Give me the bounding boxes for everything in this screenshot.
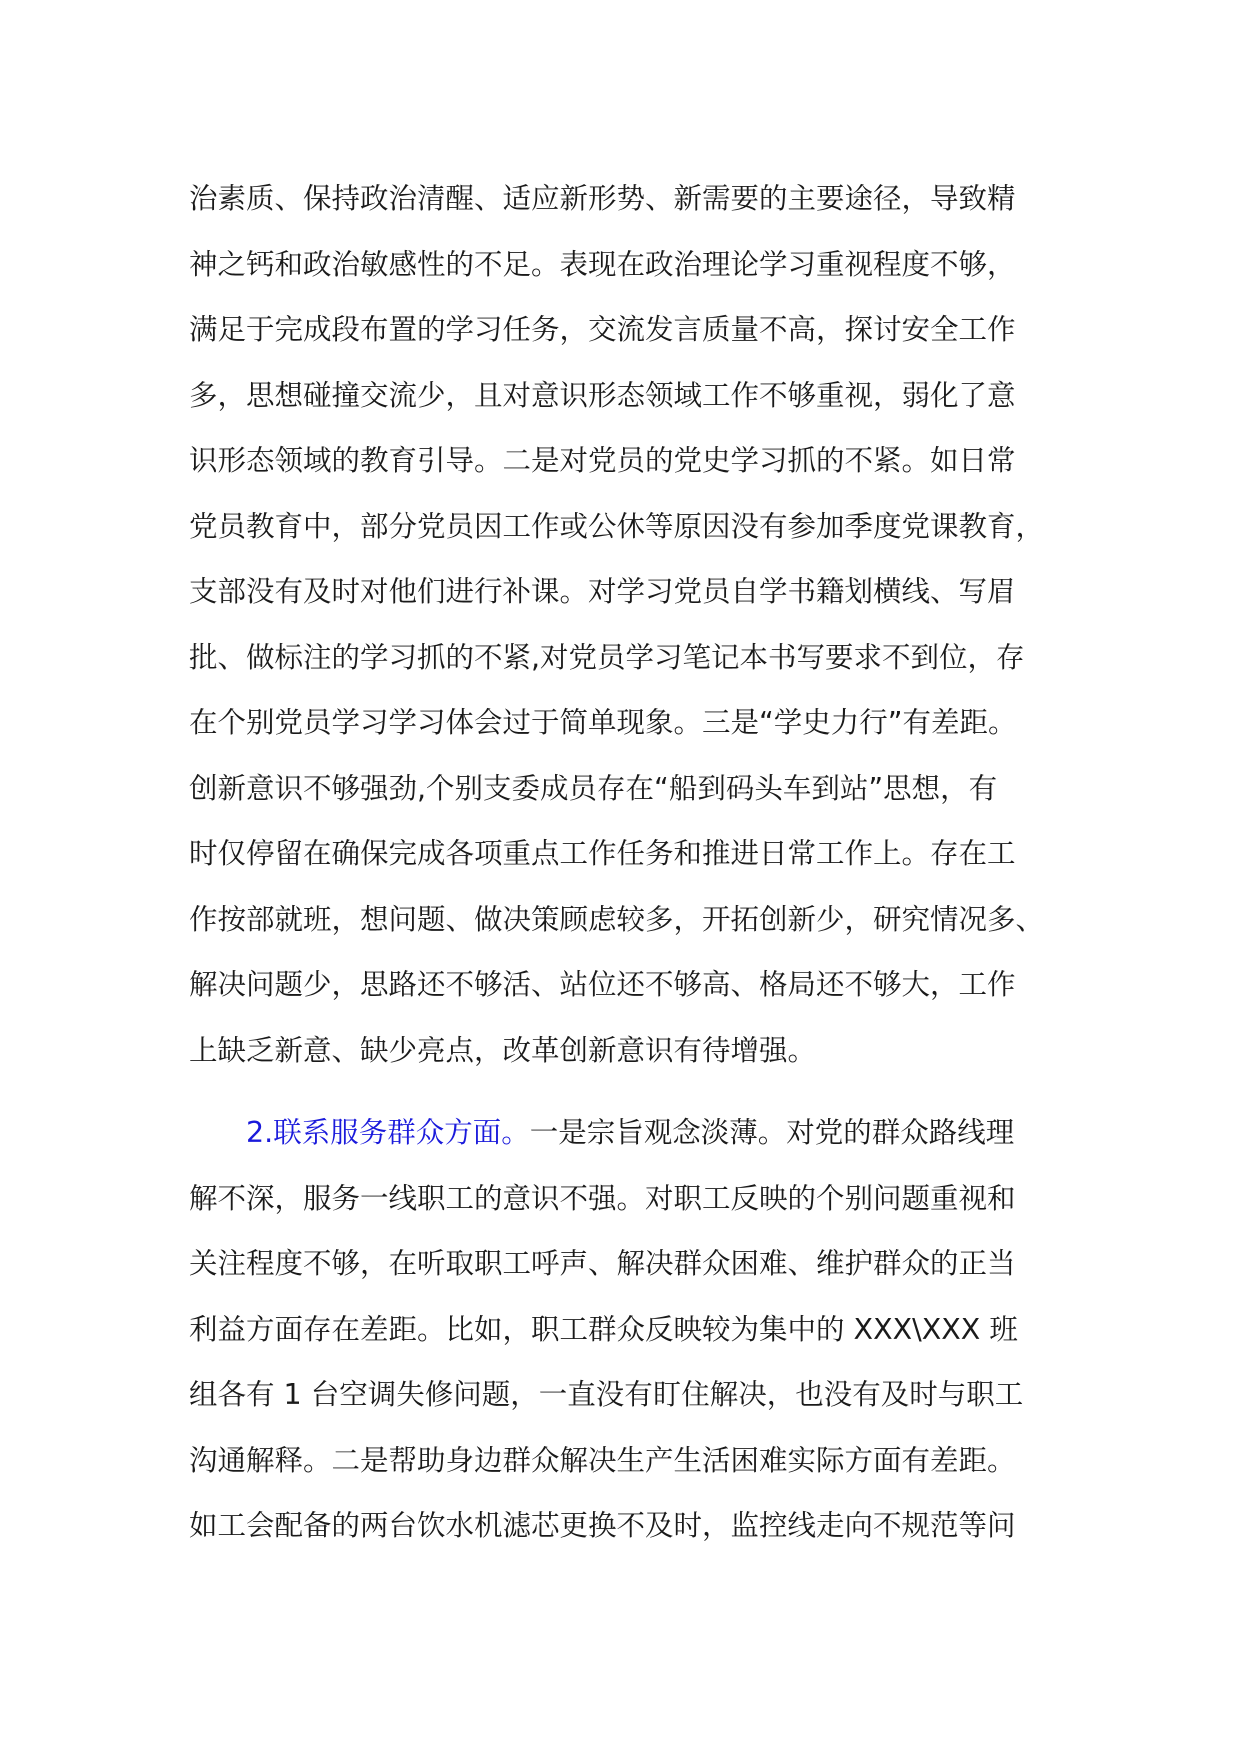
text-line: 如工会配备的两台饮水机滤芯更换不及时，监控线走向不规范等问 bbox=[189, 1509, 1016, 1542]
text-line: 上缺乏新意、缺少亮点，改革创新意识有待增强。 bbox=[189, 1033, 817, 1067]
paragraph-serving-masses bbox=[189, 1100, 1069, 1559]
text-line: 解决问题少，思路还不够活、站位还不够高、格局还不够大，工作 bbox=[189, 968, 1016, 1001]
text-line: 批、做标注的学习抓的不紧,对党员学习笔记本书写要求不到位，存 bbox=[189, 640, 1025, 674]
text-line: 解不深，服务一线职工的意识不强。对职工反映的个别问题重视和 bbox=[189, 1181, 1016, 1215]
text-line: 时仅停留在确保完成各项重点工作任务和推进日常工作上。存在工 bbox=[189, 837, 1016, 870]
text-line: 关注程度不够，在听取职工呼声、解决群众困难、维护群众的正当 bbox=[189, 1247, 1016, 1280]
text-line: 在个别党员学习学习体会过于简单现象。三是“学史力行”有差距。 bbox=[189, 706, 1017, 739]
text-run: 一是宗旨观念淡薄。对党的群众路线理 bbox=[529, 1116, 1015, 1149]
text-line: 组各有 1 台空调失修问题，一直没有盯住解决，也没有及时与职工 bbox=[189, 1378, 1024, 1411]
text-line: 党员教育中，部分党员因工作或公休等原因没有参加季度党课教育， bbox=[189, 509, 1045, 543]
text-line: 利益方面存在差距。比如，职工群众反映较为集中的 XXX\XXX 班 bbox=[189, 1312, 1018, 1346]
text-line-first bbox=[189, 1100, 1069, 1166]
text-line: 识形态领域的教育引导。二是对党员的党史学习抓的不紧。如日常 bbox=[189, 444, 1016, 477]
text-line: 神之钙和政治敏感性的不足。表现在政治理论学习重视程度不够， bbox=[189, 247, 1016, 281]
section-heading: 2.联系服务群众方面。 bbox=[246, 1116, 530, 1149]
text-line: 作按部就班，想问题、做决策顾虑较多，开拓创新少，研究情况多、 bbox=[189, 902, 1045, 936]
text-line: 治素质、保持政治清醒、适应新形势、新需要的主要途径，导致精 bbox=[189, 182, 1016, 215]
text-line: 满足于完成段布置的学习任务，交流发言质量不高，探讨安全工作 bbox=[189, 313, 1016, 346]
paragraph-political-study bbox=[189, 166, 1069, 1083]
text-line: 支部没有及时对他们进行补课。对学习党员自学书籍划横线、写眉 bbox=[189, 575, 1016, 608]
text-line: 多，思想碰撞交流少，且对意识形态领域工作不够重视，弱化了意 bbox=[189, 378, 1016, 412]
text-line: 创新意识不够强劲,个别支委成员存在“船到码头车到站”思想，有 bbox=[189, 771, 998, 805]
text-line: 沟通解释。二是帮助身边群众解决生产生活困难实际方面有差距。 bbox=[189, 1443, 1016, 1477]
